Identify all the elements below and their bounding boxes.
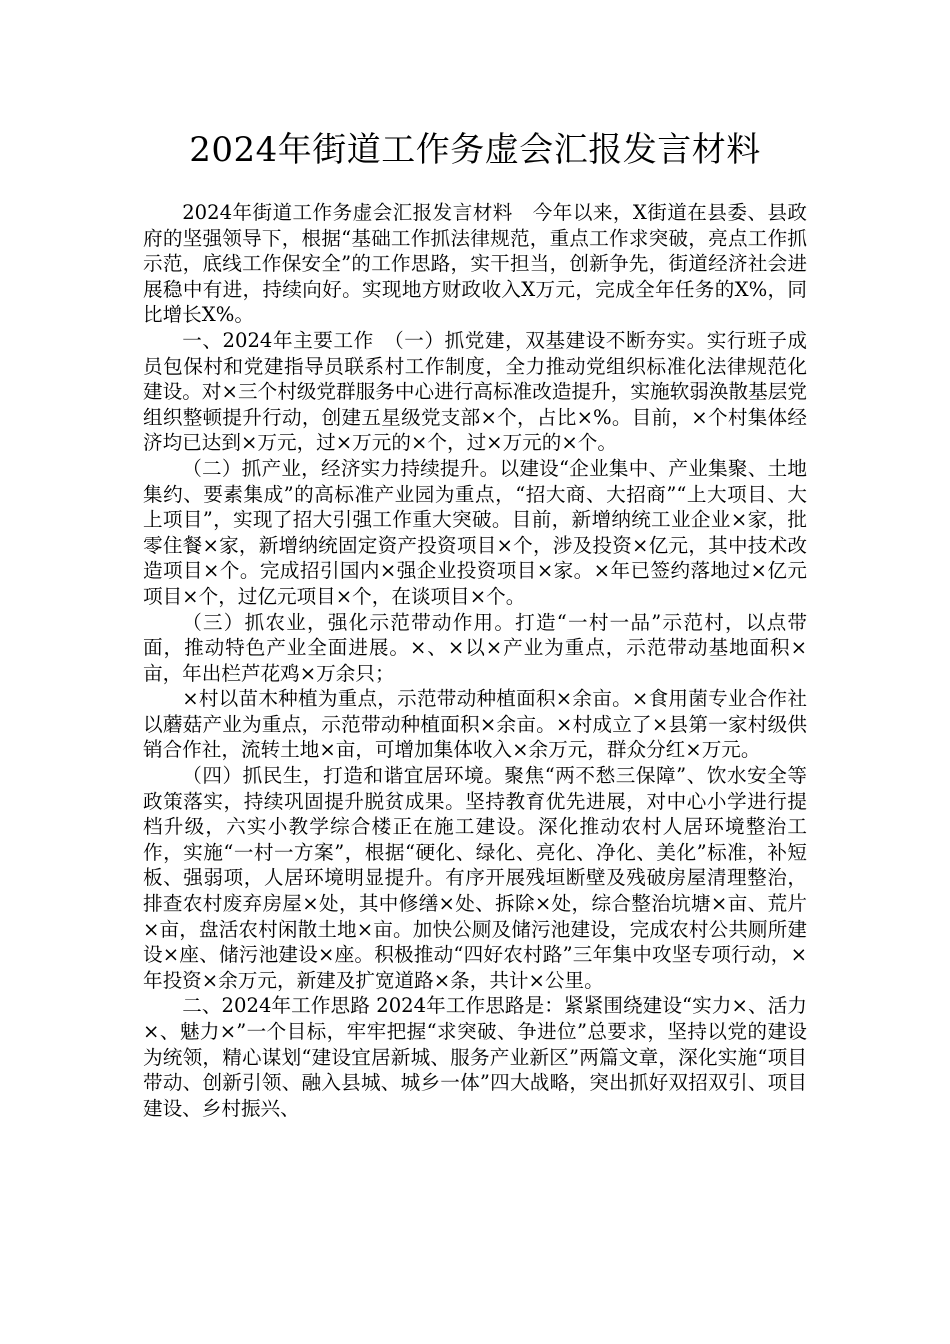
paragraph-agriculture-continued: ×村以苗木种植为重点，示范带动种植面积×余亩。×食用菌专业合作社以蘑菇产业为重点，示范带动种植面积×余亩。×村成立了×县第一家村级供销合作社，流转土地×亩，可增加集体收入×余万元，群众分红×万元。: [143, 687, 807, 762]
document-title: 2024年街道工作务虚会汇报发言材料: [189, 130, 761, 170]
paragraph-work-plan: 二、2024年工作思路 2024年工作思路是：紧紧围绕建设“实力×、活力×、魅力×”一个目标，牢牢把握“求突破、争进位”总要求，坚持以党的建设为统领，精心谋划“建设宜居新城、服务产业新区”两篇文章，深化实施“项目带动、创新引领、融入县城、城乡一体”四大战略，突出抓好双招双引、项目建设、乡村振兴、: [143, 994, 807, 1120]
paragraph-party-building: 一、2024年主要工作 （一）抓党建，双基建设不断夯实。实行班子成员包保村和党建指导员联系村工作制度，全力推动党组织标准化法律规范化建设。对×三个村级党群服务中心进行高标准改造提升，实施软弱涣散基层党组织整顿提升行动，创建五星级党支部×个，占比×%。目前，×个村集体经济均已达到×万元，过×万元的×个，过×万元的×个。: [143, 328, 807, 455]
document-body: [143, 200, 807, 1121]
paragraph-intro: 2024年街道工作务虚会汇报发言材料 今年以来，X街道在县委、县政府的坚强领导下，根据“基础工作抓法律规范，重点工作求突破，亮点工作抓示范，底线工作保安全”的工作思路，实干担当，创新争先，街道经济社会进展稳中有进，持续向好。实现地方财政收入X万元，完成全年任务的X%，同比增长X%。: [143, 201, 807, 327]
paragraph-agriculture: （三）抓农业，强化示范带动作用。打造“一村一品”示范村，以点带面，推动特色产业全面进展。×、×以×产业为重点，示范带动基地面积×亩，年出栏芦花鸡×万余只；: [143, 610, 807, 685]
paragraph-livelihood: （四）抓民生，打造和谐宜居环境。聚焦“两不愁三保障”、饮水安全等政策落实，持续巩固提升脱贫成果。坚持教育优先进展，对中心小学进行提档升级，六实小教学综合楼正在施工建设。深化推动农村人居环境整治工作，实施“一村一方案”，根据“硬化、绿化、亮化、净化、美化”标准，补短板、强弱项，人居环境明显提升。有序开展残垣断壁及残破房屋清理整治，排查农村废弃房屋×处，其中修缮×处、拆除×处，综合整治坑塘×亩、荒片×亩，盘活农村闲散土地×亩。加快公厕及储污池建设，完成农村公共厕所建设×座、储污池建设×座。积极推动“四好农村路”三年集中攻坚专项行动，×年投资×余万元，新建及扩宽道路×条，共计×公里。: [143, 764, 807, 992]
paragraph-industry: （二）抓产业，经济实力持续提升。以建设“企业集中、产业集聚、土地集约、要素集成”的高标准产业园为重点，“招大商、大招商”“上大项目、大上项目”，实现了招大引强工作重大突破。目前，新增纳统工业企业×家，批零住餐×家，新增纳统固定资产投资项目×个，涉及投资×亿元，其中技术改造项目×个。完成招引国内×强企业投资项目×家。×年已签约落地过×亿元项目×个，过亿元项目×个，在谈项目×个。: [143, 456, 807, 608]
